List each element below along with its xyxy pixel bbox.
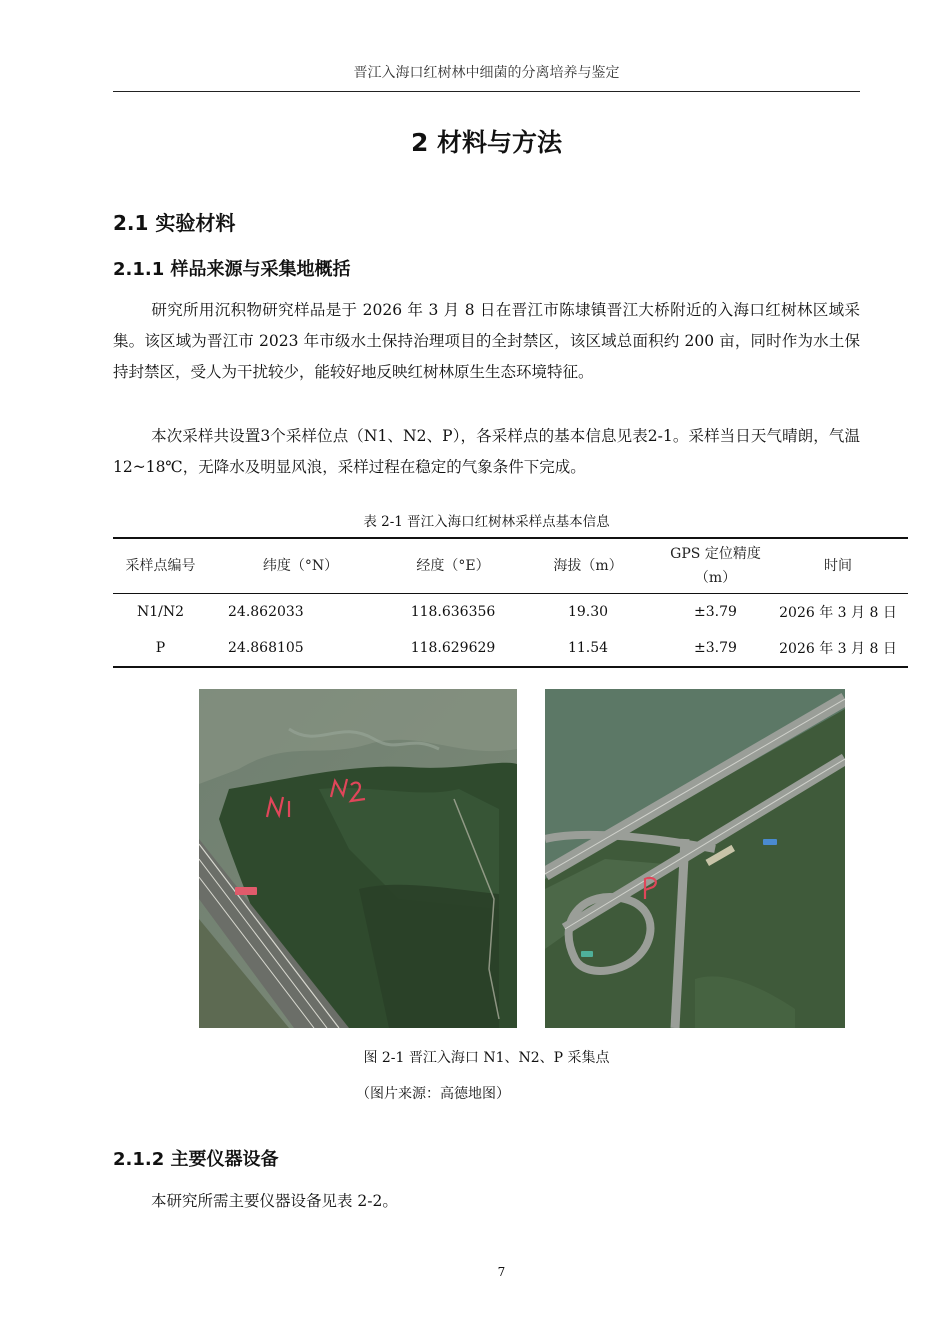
paragraph-sample-source [113, 295, 860, 388]
page-number: 7 [497, 1265, 506, 1279]
table-header-row [113, 538, 908, 594]
chapter-title: 2 材料与方法 [410, 128, 563, 157]
table-cell: ±3.79 [694, 604, 737, 620]
table-cell: P [155, 640, 166, 656]
figure-caption: 图 2-1 晋江入海口 N1、N2、P 采集点 [363, 1050, 610, 1066]
header-divider [113, 91, 860, 92]
column-header: 经度（°E） [416, 558, 490, 574]
table-cell: 19.30 [567, 604, 609, 620]
table-cell: 118.629629 [410, 640, 496, 656]
header-line: GPS 定位精度 [670, 546, 761, 562]
paragraph-text: 本研究所需主要仪器设备见表 2-2。 [151, 1192, 398, 1210]
table-row [113, 630, 908, 667]
table-cell: 24.868105 [228, 640, 304, 656]
paragraph-sampling-points [113, 421, 860, 483]
section-heading-2-1-1: 2.1.1 样品来源与采集地概括 [113, 259, 351, 280]
column-header-gps [663, 538, 768, 594]
paragraph-text: 研究所用沉积物研究样品是于 2026 年 3 月 8 日在晋江市陈埭镇晋江大桥附近的入海口红树林区域采集。该区域为晋江市 2023 年市级水土保持治理项目的全封禁区，该区域总面积约 200 亩，同时作为水土保持封禁区，受人为干扰较少，能较好地反映红树林原生生态环境特征。 [113, 301, 860, 381]
column-header: 采样点编号 [125, 558, 196, 574]
table-cell: ±3.79 [694, 640, 737, 656]
table-cell: 2026 年 3 月 8 日 [779, 605, 897, 621]
section-heading-2-1: 2.1 实验材料 [113, 211, 236, 235]
column-header: 时间 [824, 558, 852, 574]
satellite-map-n1-n2 [199, 689, 517, 1028]
table-cell: 118.636356 [410, 604, 496, 620]
table-row [113, 594, 908, 631]
table-cell: 11.54 [567, 640, 609, 656]
satellite-map-p [545, 689, 845, 1028]
table-caption: 表 2-1 晋江入海口红树林采样点基本信息 [363, 514, 610, 530]
table-cell: N1/N2 [136, 604, 185, 620]
column-header: 海拔（m） [553, 558, 623, 574]
section-heading-2-1-2: 2.1.2 主要仪器设备 [113, 1149, 279, 1170]
table-cell: 2026 年 3 月 8 日 [779, 641, 897, 657]
paragraph-text: 本次采样共设置3个采样位点（N1、N2、P），各采样点的基本信息见表2-1。采样当日天气晴朗，气温12~18℃，无降水及明显风浪，采样过程在稳定的气象条件下完成。 [113, 427, 860, 476]
running-header: 晋江入海口红树林中细菌的分离培养与鉴定 [353, 65, 620, 81]
sampling-points-table [113, 537, 908, 668]
figure-source: （图片来源：高德地图） [356, 1086, 510, 1102]
table-cell: 24.862033 [228, 604, 304, 620]
header-line: （m） [694, 570, 737, 586]
paragraph-equipment [113, 1186, 860, 1217]
column-header: 纬度（°N） [262, 558, 339, 574]
